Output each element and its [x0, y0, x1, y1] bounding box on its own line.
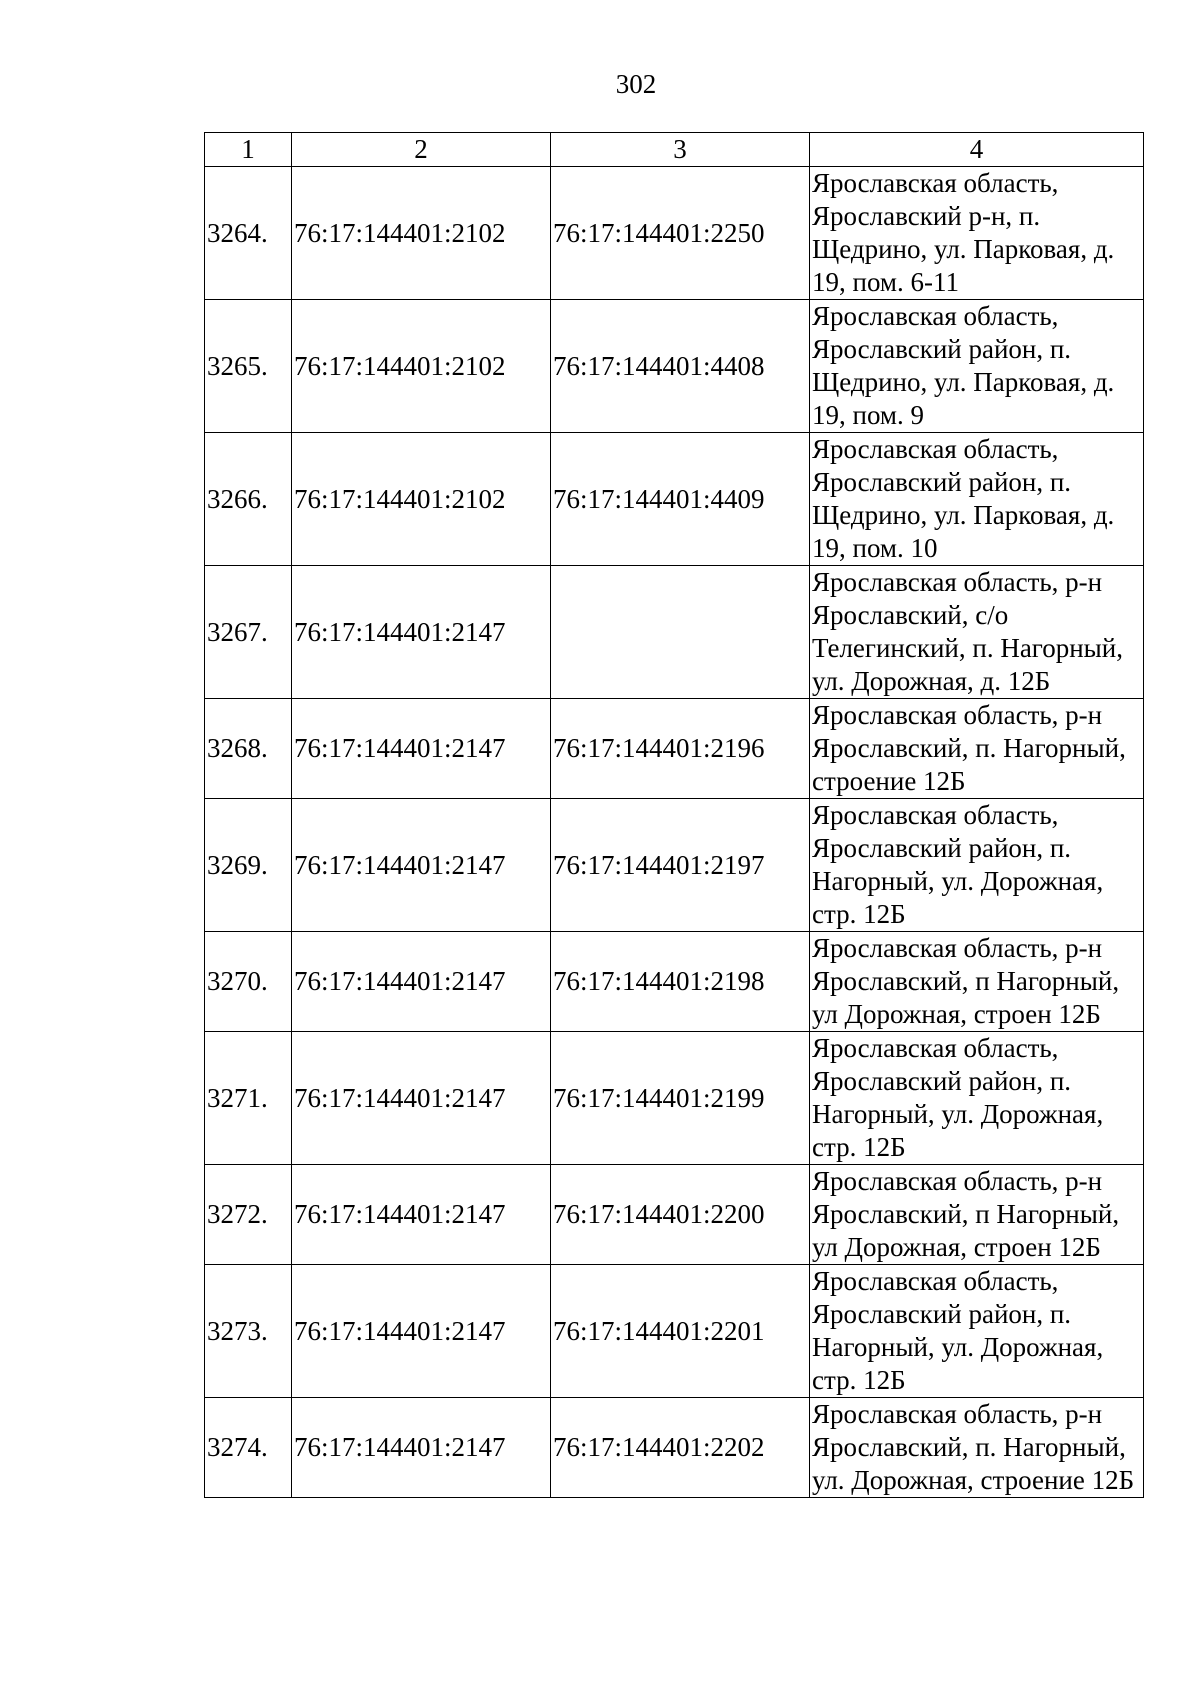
table-row	[205, 932, 1144, 1032]
table-row	[205, 167, 1144, 300]
cadastral-number-cell: 76:17:144401:2147	[292, 699, 551, 799]
row-number-cell: 3267.	[205, 566, 292, 699]
row-number-cell: 3265.	[205, 300, 292, 433]
table-row	[205, 1165, 1144, 1265]
table-row	[205, 300, 1144, 433]
address-cell: Ярославская область, Ярославский район, п. Нагорный, ул. Дорожная, стр. 12Б	[810, 799, 1144, 932]
row-number-cell: 3271.	[205, 1032, 292, 1165]
row-number-cell: 3273.	[205, 1265, 292, 1398]
cadastral-number-cell: 76:17:144401:2102	[292, 300, 551, 433]
cadastral-number-cell: 76:17:144401:2102	[292, 433, 551, 566]
related-cadastral-number-cell: 76:17:144401:2250	[551, 167, 810, 300]
address-cell: Ярославская область, Ярославский район, п. Щедрино, ул. Парковая, д. 19, пом. 9	[810, 300, 1144, 433]
cadastral-number-cell: 76:17:144401:2147	[292, 1032, 551, 1165]
cadastral-number-cell: 76:17:144401:2147	[292, 799, 551, 932]
row-number-cell: 3266.	[205, 433, 292, 566]
related-cadastral-number-cell: 76:17:144401:2197	[551, 799, 810, 932]
cadastral-number-cell: 76:17:144401:2147	[292, 932, 551, 1032]
row-number-cell: 3272.	[205, 1165, 292, 1265]
related-cadastral-number-cell: 76:17:144401:4409	[551, 433, 810, 566]
address-cell: Ярославская область, р-н Ярославский, п Нагорный, ул Дорожная, строен 12Б	[810, 932, 1144, 1032]
column-header-3: 3	[551, 133, 810, 167]
address-cell: Ярославская область, Ярославский район, п. Нагорный, ул. Дорожная, стр. 12Б	[810, 1265, 1144, 1398]
address-cell: Ярославская область, р-н Ярославский, п Нагорный, ул Дорожная, строен 12Б	[810, 1165, 1144, 1265]
table-row	[205, 1398, 1144, 1498]
row-number-cell: 3268.	[205, 699, 292, 799]
row-number-cell: 3269.	[205, 799, 292, 932]
related-cadastral-number-cell: 76:17:144401:2202	[551, 1398, 810, 1498]
row-number-cell: 3264.	[205, 167, 292, 300]
address-cell: Ярославская область, Ярославский район, п. Щедрино, ул. Парковая, д. 19, пом. 10	[810, 433, 1144, 566]
cadastral-number-cell: 76:17:144401:2147	[292, 1165, 551, 1265]
related-cadastral-number-cell: 76:17:144401:4408	[551, 300, 810, 433]
related-cadastral-number-cell: 76:17:144401:2200	[551, 1165, 810, 1265]
table-header-row	[205, 133, 1144, 167]
column-header-4: 4	[810, 133, 1144, 167]
row-number-cell: 3274.	[205, 1398, 292, 1498]
registry-table	[204, 132, 1144, 1498]
cadastral-number-cell: 76:17:144401:2147	[292, 1398, 551, 1498]
related-cadastral-number-cell: 76:17:144401:2198	[551, 932, 810, 1032]
cadastral-number-cell: 76:17:144401:2147	[292, 566, 551, 699]
related-cadastral-number-cell: 76:17:144401:2196	[551, 699, 810, 799]
page-number: 302	[615, 69, 657, 99]
cadastral-number-cell: 76:17:144401:2102	[292, 167, 551, 300]
related-cadastral-number-cell: 76:17:144401:2199	[551, 1032, 810, 1165]
table-row	[205, 699, 1144, 799]
table-row	[205, 1032, 1144, 1165]
table-row	[205, 1265, 1144, 1398]
address-cell: Ярославская область, р-н Ярославский, с/о Телегинский, п. Нагорный, ул. Дорожная, д. 12Б	[810, 566, 1144, 699]
address-cell: Ярославская область, Ярославский район, п. Нагорный, ул. Дорожная, стр. 12Б	[810, 1032, 1144, 1165]
address-cell: Ярославская область, р-н Ярославский, п. Нагорный, ул. Дорожная, строение 12Б	[810, 1398, 1144, 1498]
table-row	[205, 799, 1144, 932]
table-row	[205, 433, 1144, 566]
column-header-2: 2	[292, 133, 551, 167]
table-row	[205, 566, 1144, 699]
column-header-1: 1	[205, 133, 292, 167]
cadastral-number-cell: 76:17:144401:2147	[292, 1265, 551, 1398]
address-cell: Ярославская область, р-н Ярославский, п. Нагорный, строение 12Б	[810, 699, 1144, 799]
related-cadastral-number-cell: 76:17:144401:2201	[551, 1265, 810, 1398]
row-number-cell: 3270.	[205, 932, 292, 1032]
related-cadastral-number-cell	[551, 566, 810, 699]
address-cell: Ярославская область, Ярославский р-н, п. Щедрино, ул. Парковая, д. 19, пом. 6-11	[810, 167, 1144, 300]
